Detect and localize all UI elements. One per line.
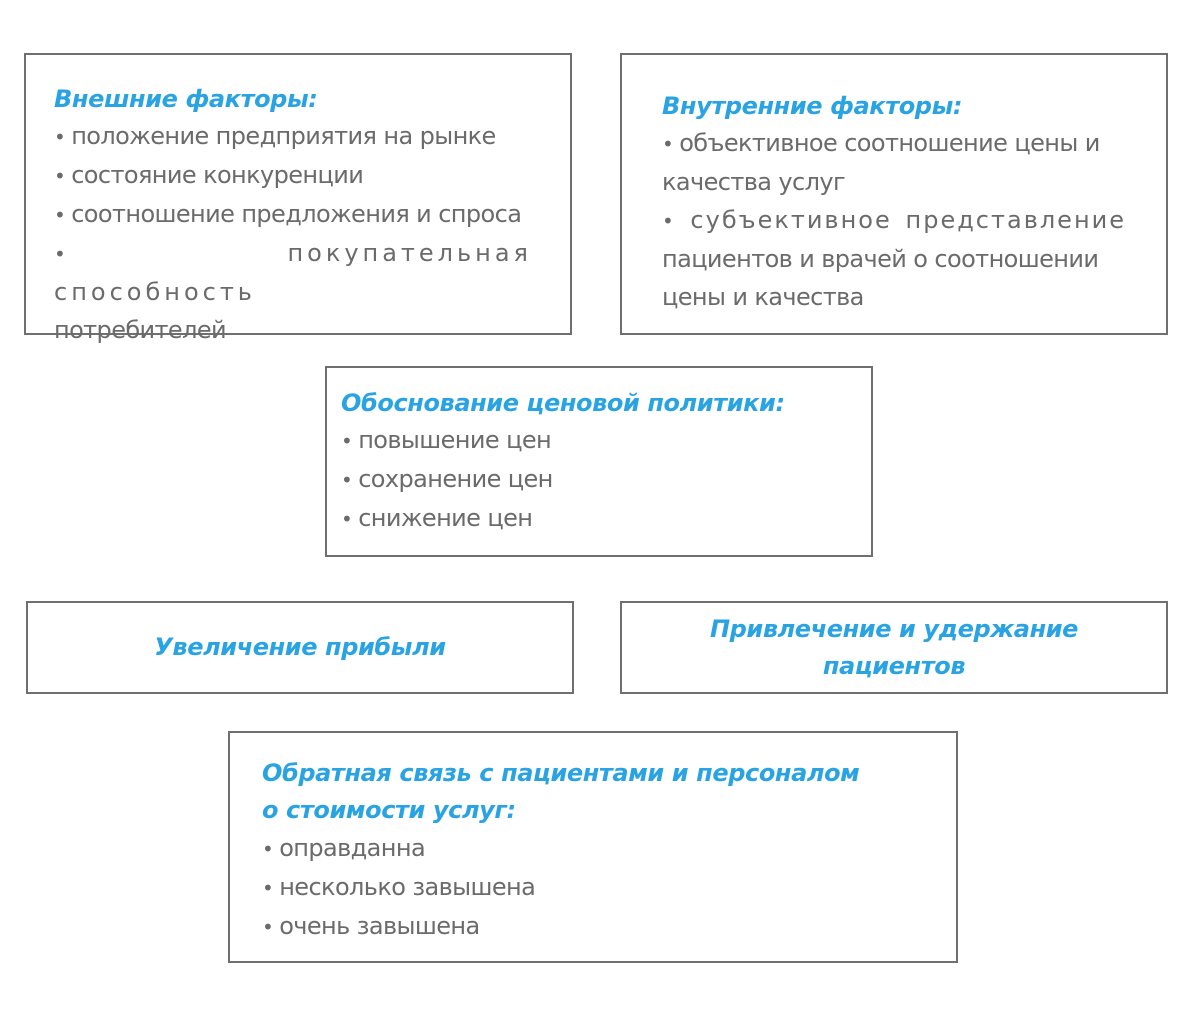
- pricing-policy-content: [341, 385, 851, 538]
- bullet-icon: •: [662, 132, 674, 156]
- bullet-icon: •: [341, 468, 353, 492]
- list-item-text: несколько завышена: [279, 873, 536, 901]
- list-item-text: повышение цен: [358, 426, 552, 454]
- list-item: [54, 234, 532, 311]
- list-item-continuation: пациентов и врачей о соотношении: [662, 245, 1099, 273]
- attraction-box: [620, 601, 1168, 694]
- bullet-icon: •: [54, 203, 66, 227]
- internal-factors-box: [620, 53, 1168, 335]
- list-item: [341, 421, 851, 460]
- bullet-icon: •: [341, 507, 353, 531]
- list-item: [262, 868, 942, 907]
- list-item: [262, 907, 942, 946]
- list-item-text: оправданна: [279, 834, 426, 862]
- list-item-text: соотношение предложения и спроса: [71, 200, 522, 228]
- list-item-text: объективное соотношение цены и: [679, 129, 1100, 157]
- bullet-icon: •: [341, 429, 353, 453]
- internal-factors-content: [662, 88, 1126, 316]
- feedback-box: [228, 731, 958, 963]
- list-item: [54, 117, 532, 156]
- list-item-text: покупательная способность: [54, 239, 532, 306]
- list-item-continuation: качества услуг: [662, 168, 845, 196]
- list-item-continuation: потребителей: [54, 316, 227, 344]
- list-item-text: положение предприятия на рынке: [71, 122, 496, 150]
- profit-title: Увеличение прибыли: [154, 633, 446, 661]
- bullet-icon: •: [662, 209, 674, 233]
- list-item-text: сохранение цен: [358, 465, 553, 493]
- feedback-title-line2: о стоимости услуг:: [262, 796, 516, 824]
- list-item: [662, 201, 1126, 240]
- list-item: [262, 829, 942, 868]
- bullet-icon: •: [54, 164, 66, 188]
- list-item-text: состояние конкуренции: [71, 161, 364, 189]
- list-item: [662, 124, 1126, 163]
- list-item: [54, 195, 532, 234]
- attraction-title-line1: Привлечение и удержание: [709, 614, 1079, 643]
- list-item-continuation: цены и качества: [662, 283, 864, 311]
- bullet-icon: •: [262, 915, 274, 939]
- bullet-icon: •: [54, 125, 66, 149]
- external-factors-content: [54, 81, 532, 349]
- list-item-text: очень завышена: [279, 912, 480, 940]
- list-item: [54, 156, 532, 195]
- pricing-policy-box: [325, 366, 873, 557]
- attraction-title-line2: пациентов: [822, 651, 966, 680]
- feedback-content: [262, 755, 942, 946]
- attraction-title: [710, 611, 1078, 685]
- internal-factors-title: Внутренние факторы:: [662, 92, 963, 120]
- bullet-icon: •: [262, 837, 274, 861]
- bullet-icon: •: [54, 242, 66, 266]
- external-factors-title: Внешние факторы:: [54, 85, 318, 113]
- list-item-text: снижение цен: [358, 504, 533, 532]
- bullet-icon: •: [262, 876, 274, 900]
- profit-box: [26, 601, 574, 694]
- list-item: [341, 460, 851, 499]
- list-item: [341, 499, 851, 538]
- list-item-text: субъективное представление: [690, 206, 1126, 234]
- pricing-policy-title: Обоснование ценовой политики:: [341, 389, 785, 417]
- external-factors-box: [24, 53, 572, 344]
- feedback-title-line1: Обратная связь с пациентами и персоналом: [262, 759, 860, 787]
